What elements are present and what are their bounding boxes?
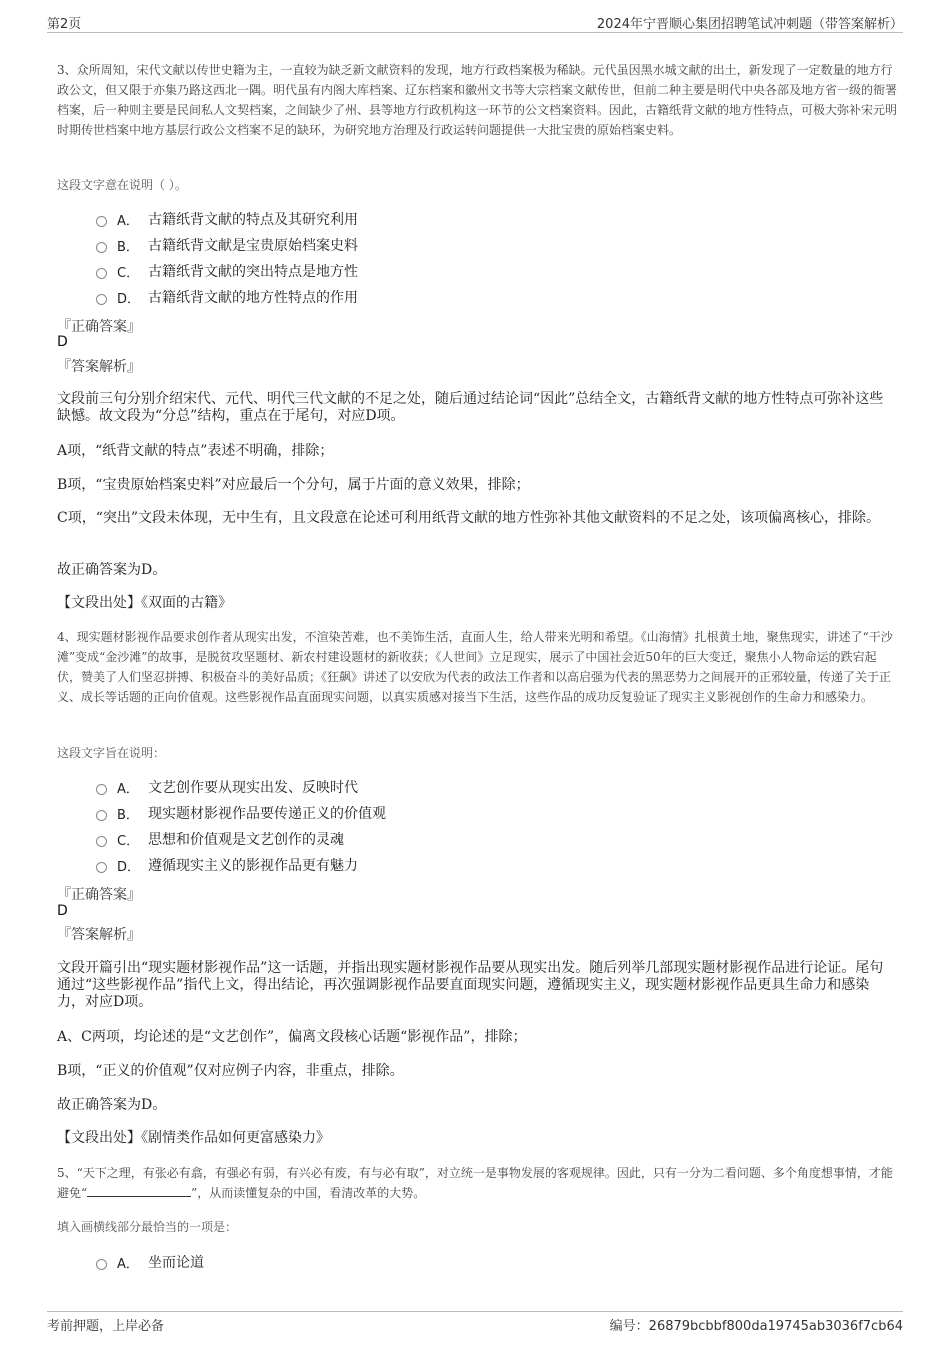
- question-5-text: 5、“天下之理，有张必有翕，有强必有弱，有兴必有废，有与必有取”，对立统一是事物发展的客观规律。因此，只有一分为二看问题、多个角度想事情，才能避免“ ”，从而读懂复杂的中国，看清改革的大势。: [57, 1166, 893, 1200]
- correct-answer-label: 『正确答案』: [57, 319, 141, 335]
- correct-answer-label: 『正确答案』: [57, 887, 141, 903]
- radio-button[interactable]: [96, 242, 107, 253]
- option-b[interactable]: B． 古籍纸背文献是宝贵原始档案史料: [96, 232, 358, 258]
- option-text: 古籍纸背文献是宝贵原始档案史料: [148, 238, 358, 254]
- radio-button[interactable]: [96, 294, 107, 305]
- correct-answer-value: D: [57, 334, 68, 350]
- option-a[interactable]: A． 坐而论道: [96, 1249, 204, 1275]
- option-text: 思想和价值观是文艺创作的灵魂: [148, 832, 344, 848]
- option-text: 遵循现实主义的影视作品更有魅力: [148, 858, 358, 874]
- question-3-text: 3、众所周知，宋代文献以传世史籍为主，一直较为缺乏新文献资料的发现，地方行政档案极为稀缺。元代虽因黑水城文献的出土，新发现了一定数量的地方行政公文，但又限于亦集乃路这西北一隅。明代虽有内阁大库档案、辽东档案和徽州文书等大宗档案文献传世，但前二种主要是明代中央各部及地方省一级的衙署档案，后一种则主要是民间私人文契档案，之间缺少了州、县等地方行政机构这一环节的公文档案资料。因此，古籍纸背文献的地方性特点，可极大弥补宋元明时期传世档案中地方基层行政公文档案不足的缺环，为研究地方治理及行政运转问题提供一大批宝贵的原始档案史料。: [57, 63, 898, 137]
- source-citation: 【文段出处】《剧情类作品如何更富感染力》: [57, 1130, 330, 1146]
- radio-button[interactable]: [96, 1259, 107, 1270]
- option-text: 坐而论道: [148, 1255, 204, 1271]
- question-3-options: [96, 206, 358, 310]
- analysis-paragraph: A项，“纸背文献的特点”表述不明确，排除；: [57, 443, 334, 459]
- analysis-paragraph: 文段开篇引出“现实题材影视作品”这一话题，并指出现实题材影视作品要从现实出发。随后列举几部现实题材影视作品进行论证。尾句通过“这些影视作品”指代上文，得出结论，再次强调影视作品要直面现实问题，遵循现实主义，现实题材影视作品更具生命力和感染力，对应D项。: [57, 960, 884, 1010]
- source-citation: 【文段出处】《双面的古籍》: [57, 595, 232, 611]
- option-a[interactable]: A． 古籍纸背文献的特点及其研究利用: [96, 206, 358, 232]
- radio-button[interactable]: [96, 810, 107, 821]
- fill-blank-line: [87, 1184, 191, 1197]
- question-4-text: 4、现实题材影视作品要求创作者从现实出发，不渲染苦难，也不美饰生活，直面人生，给人带来光明和希望。《山海情》扎根黄土地，聚焦现实，讲述了“干沙滩”变成“金沙滩”的故事，是脱贫攻坚题材、新农村建设题材的新收获；《人世间》立足现实，展示了中国社会近50年的巨大变迁，聚焦小人物命运的跌宕起伏，赞美了人们坚忍拼搏、积极奋斗的美好品质；《狂飙》讲述了以安欣为代表的政法工作者和以高启强为代表的黑恶势力之间展开的正邪较量，传递了关于正义、成长等话题的正向价值观。这些影视作品直面现实问题，以真实质感对接当下生活，这些作品的成功反复验证了现实主义影视创作的生命力和感染力。: [57, 630, 893, 704]
- option-b[interactable]: B． 现实题材影视作品要传递正义的价值观: [96, 800, 386, 826]
- option-d[interactable]: D． 遵循现实主义的影视作品更有魅力: [96, 852, 386, 878]
- option-text: 古籍纸背文献的地方性特点的作用: [148, 290, 358, 306]
- analysis-paragraph: B项，“正义的价值观”仅对应例子内容，非重点，排除。: [57, 1063, 404, 1079]
- document-code: 编号：26879bcbbf800da19745ab3036f7cb64: [609, 1319, 903, 1334]
- document-title: 2024年宁晋顺心集团招聘笔试冲刺题（带答案解析）: [596, 17, 903, 32]
- radio-button[interactable]: [96, 862, 107, 873]
- analysis-paragraph: 文段前三句分别介绍宋代、元代、明代三代文献的不足之处，随后通过结论词“因此”总结全文，古籍纸背文献的地方性特点可弥补这些缺憾。故文段为“分总”结构，重点在于尾句，对应D项。: [57, 391, 884, 424]
- page-footer: [47, 1311, 903, 1338]
- analysis-label: 『答案解析』: [57, 359, 141, 375]
- question-5-stem: 填入画横线部分最恰当的一项是：: [57, 1220, 238, 1234]
- option-d[interactable]: D． 古籍纸背文献的地方性特点的作用: [96, 284, 358, 310]
- option-text: 古籍纸背文献的特点及其研究利用: [148, 212, 358, 228]
- option-c[interactable]: C． 思想和价值观是文艺创作的灵魂: [96, 826, 386, 852]
- option-text: 古籍纸背文献的突出特点是地方性: [148, 264, 358, 280]
- radio-button[interactable]: [96, 784, 107, 795]
- analysis-label: 『答案解析』: [57, 927, 141, 943]
- question-4-stem: 这段文字旨在说明：: [57, 746, 166, 760]
- radio-button[interactable]: [96, 836, 107, 847]
- radio-button[interactable]: [96, 268, 107, 279]
- correct-answer-value: D: [57, 903, 68, 919]
- footer-slogan: 考前押题，上岸必备: [47, 1319, 165, 1334]
- analysis-conclusion: 故正确答案为D。: [57, 1097, 167, 1113]
- analysis-paragraph: B项，“宝贵原始档案史料”对应最后一个分句，属于片面的意义效果，排除；: [57, 477, 530, 493]
- option-text: 现实题材影视作品要传递正义的价值观: [148, 806, 386, 822]
- analysis-paragraph: C项，“突出”文段未体现，无中生有，且文段意在论述可利用纸背文献的地方性弥补其他文献资料的不足之处，该项偏离核心，排除。: [57, 510, 881, 526]
- analysis-conclusion: 故正确答案为D。: [57, 562, 167, 578]
- question-4-options: [96, 774, 386, 878]
- question-3-stem: 这段文字意在说明（ ）。: [57, 178, 187, 192]
- page-number: 第2页: [47, 17, 82, 32]
- option-a[interactable]: A． 文艺创作要从现实出发、反映时代: [96, 774, 386, 800]
- option-c[interactable]: C． 古籍纸背文献的突出特点是地方性: [96, 258, 358, 284]
- analysis-paragraph: A、C两项，均论述的是“文艺创作”，偏离文段核心话题“影视作品”，排除；: [57, 1029, 527, 1045]
- page-header: [47, 8, 903, 33]
- option-text: 文艺创作要从现实出发、反映时代: [148, 780, 358, 796]
- question-5-options: [96, 1249, 204, 1275]
- radio-button[interactable]: [96, 216, 107, 227]
